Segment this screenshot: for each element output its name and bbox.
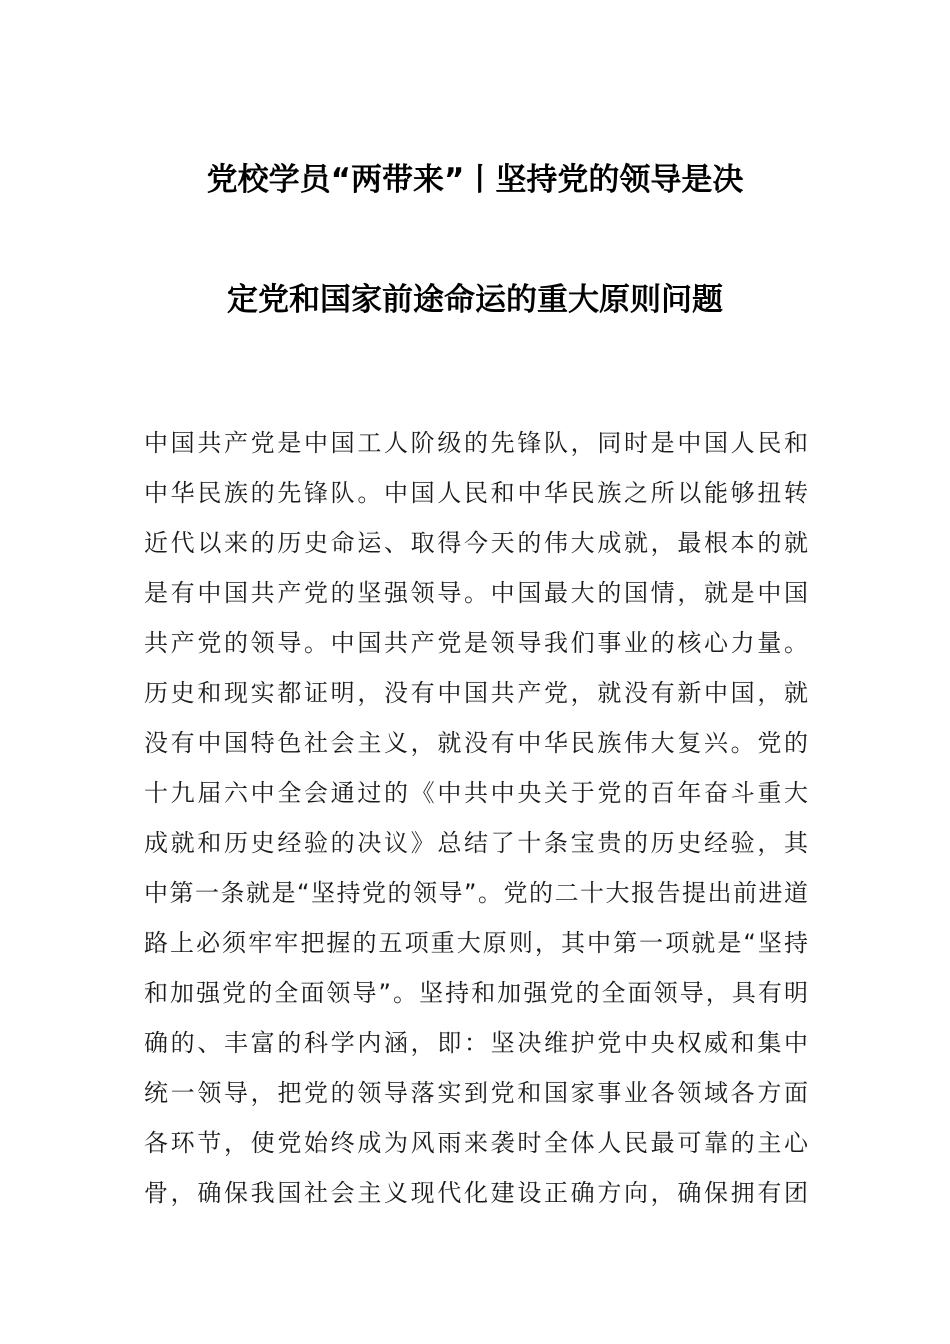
body-line: 成就和历史经验的决议》总结了十条宝贵的历史经验，其 [144,829,808,857]
body-line: 中华民族的先锋队。中国人民和中华民族之所以能够扭转 [144,479,808,507]
body-line: 共产党的领导。中国共产党是领导我们事业的核心力量。 [144,629,808,657]
document-title-line-1: 党校学员“两带来”丨坚持党的领导是决 [206,162,744,198]
body-line: 路上必须牢牢把握的五项重大原则，其中第一项就是“坚持 [144,929,808,957]
body-line: 统一领导，把党的领导落实到党和国家事业各领域各方面 [144,1079,808,1107]
body-line: 近代以来的历史命运、取得今天的伟大成就，最根本的就 [144,529,808,557]
body-line: 中国共产党是中国工人阶级的先锋队，同时是中国人民和 [144,429,808,457]
document-body [144,418,808,1218]
body-line: 十九届六中全会通过的《中共中央关于党的百年奋斗重大 [144,779,808,807]
body-line: 没有中国特色社会主义，就没有中华民族伟大复兴。党的 [144,729,808,757]
body-line: 是有中国共产党的坚强领导。中国最大的国情，就是中国 [144,579,808,607]
body-line: 骨，确保我国社会主义现代化建设正确方向，确保拥有团 [144,1179,808,1207]
document-title-line-2: 定党和国家前途命运的重大原则问题 [227,282,723,318]
body-line: 确的、丰富的科学内涵，即：坚决维护党中央权威和集中 [144,1029,808,1057]
body-line: 历史和现实都证明，没有中国共产党，就没有新中国，就 [144,679,808,707]
body-line: 中第一条就是“坚持党的领导”。党的二十大报告提出前进道 [144,879,808,907]
body-line: 各环节，使党始终成为风雨来袭时全体人民最可靠的主心 [144,1129,808,1157]
body-line: 和加强党的全面领导”。坚持和加强党的全面领导，具有明 [144,979,808,1007]
